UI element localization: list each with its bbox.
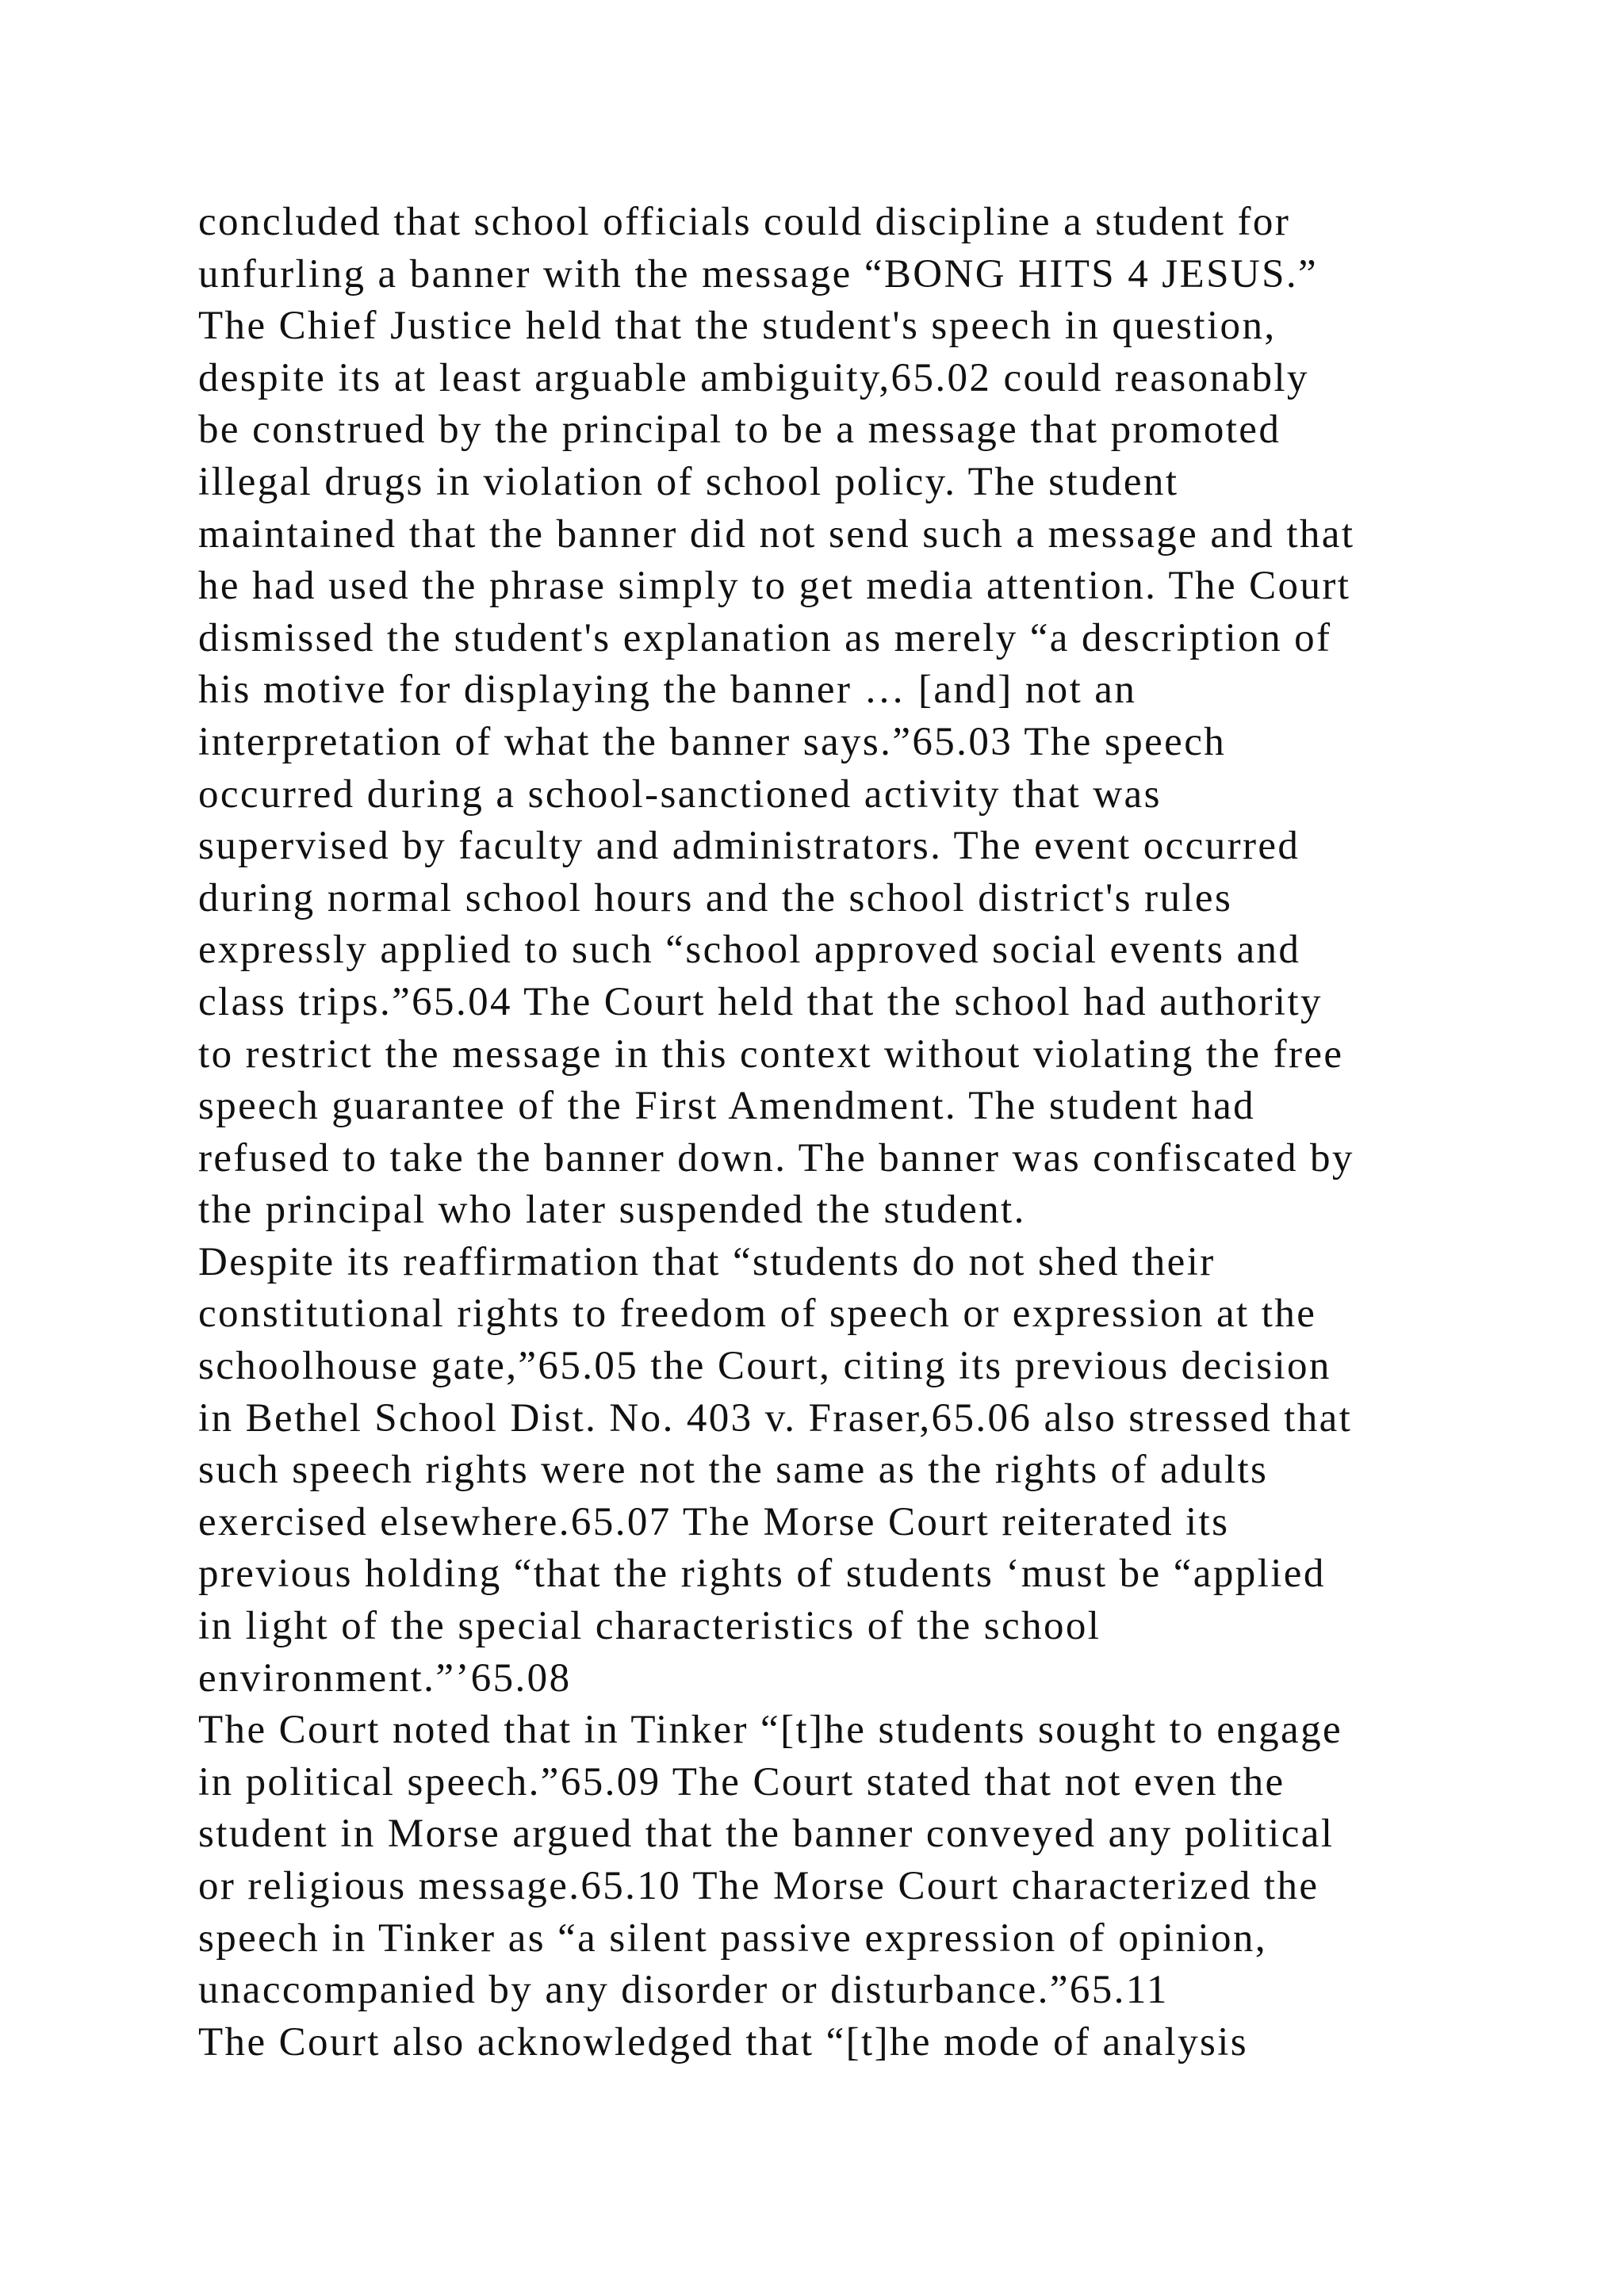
body-text — [198, 197, 1499, 2068]
text-line: maintained that the banner did not send such a message and that — [198, 511, 1355, 557]
text-line: in light of the special characteristics of the school — [198, 1604, 1101, 1649]
text-line: he had used the phrase simply to get media attention. The Court — [198, 564, 1351, 609]
text-line: the principal who later suspended the student. — [198, 1188, 1026, 1233]
text-line: The Court noted that in Tinker “[t]he students sought to engage — [198, 1708, 1343, 1753]
text-line: his motive for displaying the banner … [and] not an — [198, 668, 1137, 713]
text-line: student in Morse argued that the banner conveyed any political — [198, 1812, 1335, 1857]
text-line: schoolhouse gate,”65.05 the Court, citing its previous decision — [198, 1344, 1331, 1389]
text-line: The Chief Justice held that the student's speech in question, — [198, 304, 1277, 349]
text-line: be construed by the principal to be a message that promoted — [198, 408, 1281, 453]
text-line: refused to take the banner down. The banner was confiscated by — [198, 1135, 1354, 1181]
text-line: speech in Tinker as “a silent passive expression of opinion, — [198, 1915, 1267, 1961]
text-line: despite its at least arguable ambiguity,65.02 could reasonably — [198, 355, 1309, 400]
text-line: illegal drugs in violation of school policy. The student — [198, 459, 1179, 504]
text-line: or religious message.65.10 The Morse Court characterized the — [198, 1864, 1320, 1908]
text-line: supervised by faculty and administrators. The event occurred — [198, 824, 1300, 869]
text-line: unfurling a banner with the message “BONG HITS 4 JESUS.” — [198, 251, 1319, 297]
text-line: constitutional rights to freedom of speech or expression at the — [198, 1292, 1317, 1337]
text-line: dismissed the student's explanation as merely “a description of — [198, 615, 1332, 660]
text-line: The Court also acknowledged that “[t]he mode of analysis — [198, 2019, 1249, 2064]
text-line: interpretation of what the banner says.”65.03 The speech — [198, 719, 1227, 764]
text-line: speech guarantee of the First Amendment. The student had — [198, 1084, 1256, 1129]
text-line: previous holding “that the rights of students ‘must be “applied — [198, 1552, 1326, 1597]
text-line: exercised elsewhere.65.07 The Morse Court reiterated its — [198, 1499, 1230, 1544]
text-line: unaccompanied by any disorder or disturbance.”65.11 — [198, 1968, 1169, 2013]
text-line: Despite its reaffirmation that “students do not shed their — [198, 1239, 1216, 1284]
text-line: class trips.”65.04 The Court held that the school had authority — [198, 979, 1323, 1024]
text-line: in Bethel School Dist. No. 403 v. Fraser,65.06 also stressed that — [198, 1395, 1353, 1441]
text-line: occurred during a school-sanctioned activity that was — [198, 771, 1162, 817]
text-line: environment.”’65.08 — [198, 1655, 572, 1701]
text-line: during normal school hours and the school district's rules — [198, 875, 1233, 920]
text-line: expressly applied to such “school approved social events and — [198, 928, 1301, 973]
text-line: to restrict the message in this context without violating the free — [198, 1031, 1344, 1077]
text-line: in political speech.”65.09 The Court stated that not even the — [198, 1759, 1285, 1804]
text-line: such speech rights were not the same as the rights of adults — [198, 1448, 1269, 1493]
text-line: concluded that school officials could discipline a student for — [198, 200, 1291, 244]
